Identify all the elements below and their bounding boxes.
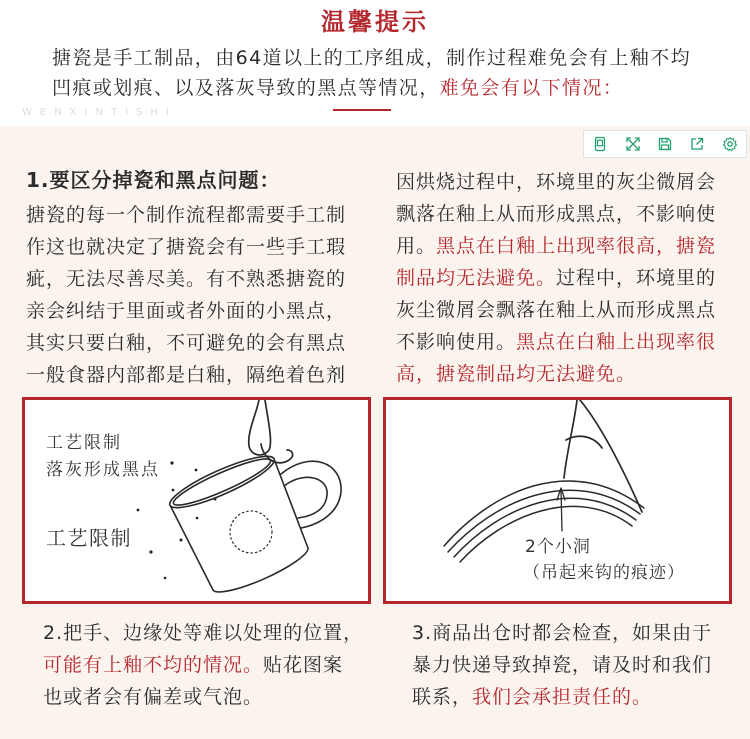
mug [165,448,341,592]
illustration-label: （吊起来钩的痕迹） [523,563,685,583]
share-button[interactable] [681,131,713,157]
line-text: 用。 [396,235,437,257]
illustration-label: 落灰形成黑点 [46,460,160,480]
line-text: 2.把手、边缘处等难以处理的位置， [43,622,364,644]
text-line [412,617,746,649]
line-text: 飘落在釉上从而形成黑点，不影响使 [396,203,717,225]
mug-rim-outer [165,448,279,516]
hanging-hook [249,400,293,463]
text-line [396,230,746,262]
expand-button[interactable] [616,131,648,157]
dust-dot [195,469,198,472]
text-line [396,166,746,198]
text-line [396,262,746,294]
dust-dot [196,517,199,520]
text-line [43,617,378,649]
dust-dot [164,577,167,580]
text-line [412,649,746,681]
line-highlight: 黑点在白釉上出现率很 [516,331,717,353]
dust-dot [137,509,140,512]
hook-curve [566,436,602,448]
line-highlight: 可能有上釉不均的情况。 [43,654,264,676]
line-text: 联系， [412,686,473,708]
line-highlight: 我们会承担责任的。 [472,686,653,708]
hook-string [249,400,271,455]
illustration-label: 2个小洞 [525,537,591,557]
text-line [396,294,746,326]
line-text: 3.商品出仓时都会检查，如果由于 [412,622,713,644]
mug-handle [281,461,341,528]
text-line [43,649,378,681]
line-text: 不影响使用。 [396,331,517,353]
intro-highlight: 难免会有以下情况： [439,77,624,99]
settings-icon [722,136,738,152]
pointer-arrow [557,488,565,531]
dust-dot [170,461,173,464]
save-button[interactable] [649,131,681,157]
line-text: 也或者会有偏差或气泡。 [43,686,264,708]
text-line [412,681,746,713]
mug-illustration-box [22,397,371,604]
point1-left-paragraph [26,199,370,391]
point2-paragraph [43,617,378,713]
copy-button[interactable] [584,131,616,157]
illustration-label: 工艺限制 [46,526,132,550]
line-text: 暴力快递导致掉瓷，请及时和我们 [412,654,713,676]
line-highlight: 制品均无法避免。 [396,267,557,289]
dust-dot [149,550,152,553]
text-line: 亲会纠结于里面或者外面的小黑点， [26,300,347,322]
text-line: 作这也就决定了搪瓷会有一些手工瑕 [26,236,347,258]
section-heading: 1.要区分掉瓷和黑点问题： [26,168,281,192]
dust-dot [172,489,175,492]
expand-icon [625,136,641,152]
line-highlight: 黑点在白釉上出现率很高，搪瓷 [436,235,717,257]
line-text: 因烘烧过程中，环境里的灰尘微屑会 [396,171,717,193]
page-title: 温馨提示 [321,8,429,36]
point1-right-paragraph [396,166,746,390]
rim-illustration-box [383,397,732,604]
intro-text: 凹痕或划痕、以及落灰导致的黑点等情况， [52,77,440,99]
line-text: 灰尘微屑会飘落在釉上从而形成黑点 [396,299,717,321]
title-underline [333,109,391,111]
settings-button[interactable] [714,131,746,157]
watermark-text: WENXINTISHI [22,107,177,118]
hook-string [564,400,577,478]
intro-line: 搪瓷是手工制品，由64道以上的工序组成，制作过程难免会有上釉不均 [52,47,691,69]
text-line [396,358,746,390]
text-line: 搪瓷的每一个制作流程都需要手工制 [26,204,347,226]
text-line [396,198,746,230]
floating-toolbar [583,130,747,158]
text-line: 疵，无法尽善尽美。有不熟悉搪瓷的 [26,268,347,290]
text-line: 一般食器内部都是白釉，隔绝着色剂 [26,364,347,386]
dust-dot [180,539,183,542]
line-highlight: 高，搪瓷制品均无法避免。 [396,363,637,385]
share-icon [689,136,705,152]
save-icon [657,136,673,152]
copy-icon [592,136,608,152]
arrow-shaft [561,490,562,531]
mug-handle-inner [284,477,327,518]
line-text: 贴花图案 [263,654,344,676]
text-line [396,326,746,358]
text-line [43,681,378,713]
intro-line [52,75,742,101]
hook-string [580,400,642,512]
dotted-circle [230,511,272,553]
illustration-label: 工艺限制 [46,433,122,453]
text-line: 其实只要白釉，不可避免的会有黑点 [26,332,347,354]
line-text: 过程中，环境里的 [556,267,717,289]
point3-paragraph [412,617,746,713]
